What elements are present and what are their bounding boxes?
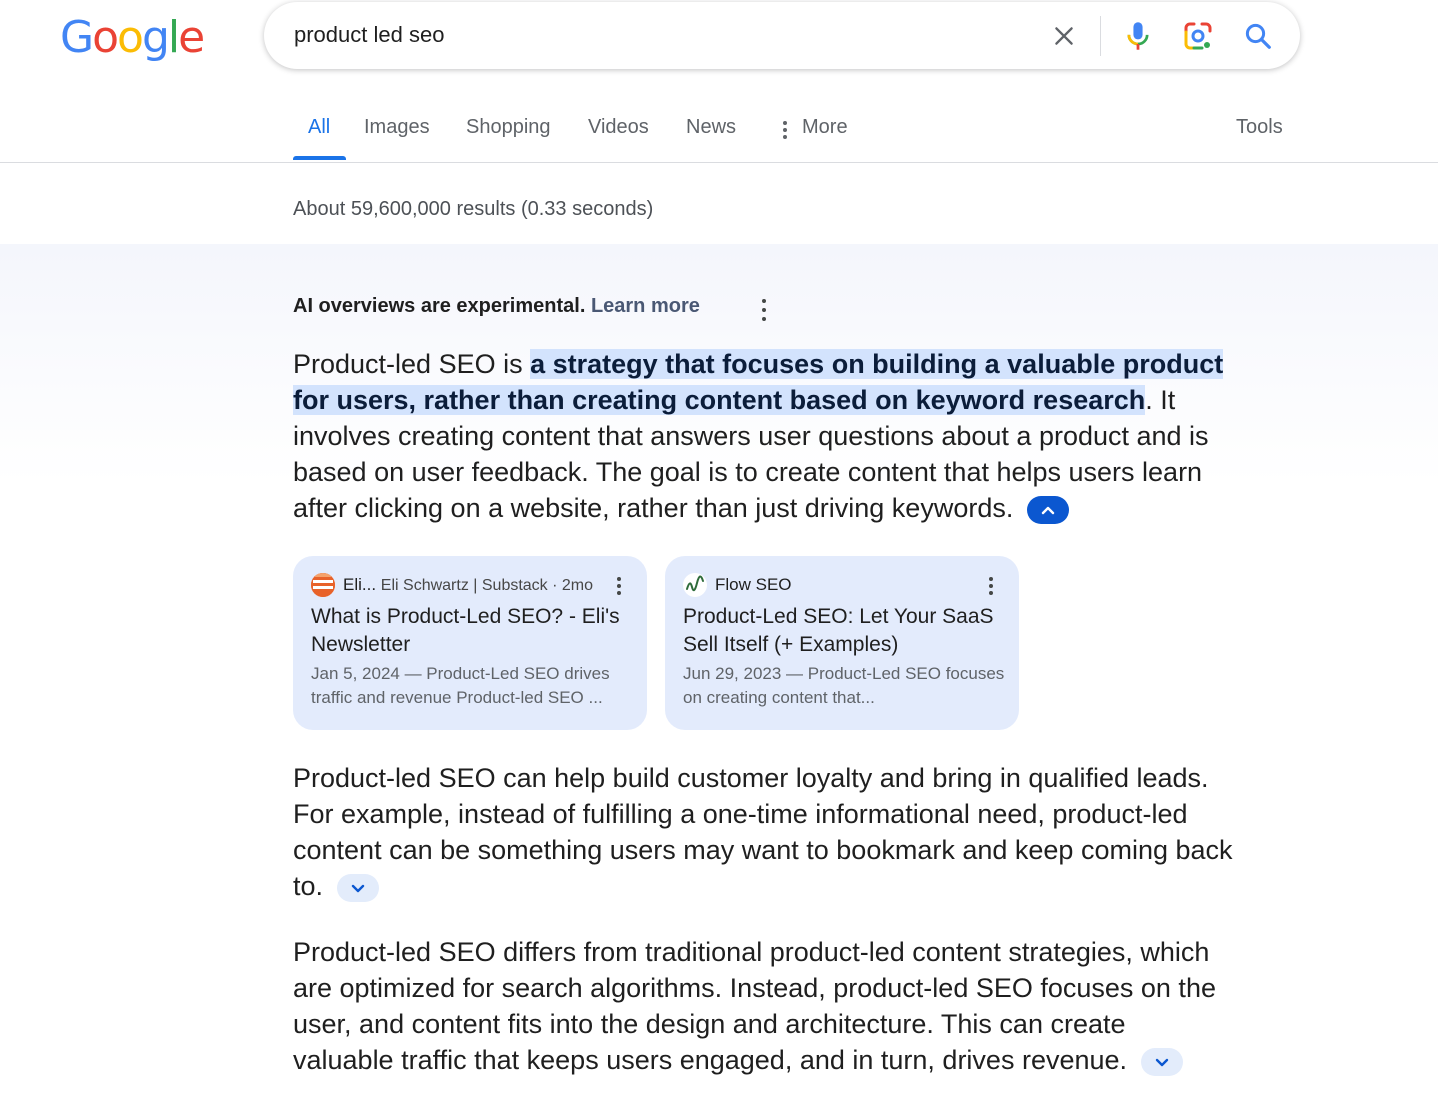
collapse-button[interactable] — [1027, 496, 1069, 524]
logo-letter: e — [178, 12, 204, 63]
active-tab-indicator — [293, 156, 346, 160]
lens-icon[interactable] — [1180, 18, 1216, 54]
learn-more-link[interactable]: Learn more — [590, 295, 700, 317]
result-stats: About 59,600,000 results (0.33 seconds) — [293, 198, 654, 220]
p3-text: Product-led SEO differs from traditional product-led content strategies, which are optimized for search algorithms. Instead, product-led SEO focuses on the user, and content fits into the design and architecture. This can create valuable traffic that keeps users engaged, and in turn, drives revenue. — [293, 937, 1216, 1075]
close-icon[interactable] — [1046, 18, 1082, 54]
source-menu-icon[interactable] — [985, 577, 997, 595]
tools-button[interactable]: Tools — [1236, 116, 1283, 138]
tab-images[interactable]: Images — [364, 116, 430, 138]
p1-end: . It involves creating content that answers user questions about a product and is based on user feedback. The goal is to create content that helps users learn after clicking on a website, rather than just driving keywords. — [293, 385, 1209, 523]
ai-paragraph-3 — [293, 934, 1233, 1078]
tab-more[interactable]: More — [802, 116, 848, 138]
substack-favicon-icon — [311, 573, 335, 597]
logo-letter: g — [141, 12, 168, 63]
p2-text: Product-led SEO can help build customer loyalty and bring in qualified leads. For example, instead of fulfilling a one-time informational need, product-led content can be something users may want to bookmark and keep coming back to. — [293, 763, 1233, 901]
search-box[interactable] — [264, 2, 1300, 69]
tab-shopping[interactable]: Shopping — [466, 116, 551, 138]
mic-icon[interactable] — [1120, 18, 1156, 54]
source-snippet: Jun 29, 2023 — Product-Led SEO focuses on creating content that... — [683, 664, 1005, 707]
chevron-up-icon — [1040, 504, 1056, 516]
p1-highlight: a strategy that focuses on building a valuable product for users, rather than creating content based on keyword research — [293, 349, 1224, 415]
source-title[interactable]: Product-Led SEO: Let Your SaaS Sell Itself (+ Examples) — [683, 605, 994, 656]
source-card[interactable] — [665, 556, 1019, 730]
more-dots-icon[interactable] — [780, 120, 790, 140]
source-site — [715, 575, 792, 595]
search-icon[interactable] — [1240, 18, 1276, 54]
source-card[interactable] — [293, 556, 647, 730]
source-site-name: Eli... — [343, 575, 377, 594]
logo-letter: o — [92, 12, 118, 63]
source-menu-icon[interactable] — [613, 577, 625, 595]
expand-button[interactable] — [1141, 1048, 1183, 1076]
source-site — [343, 575, 593, 595]
search-divider — [1100, 16, 1101, 56]
tab-videos[interactable]: Videos — [588, 116, 649, 138]
search-input[interactable]: product led seo — [294, 22, 445, 47]
chevron-down-icon — [1154, 1056, 1170, 1068]
ai-overview-menu-icon[interactable] — [758, 299, 770, 321]
logo-letter: l — [167, 12, 179, 63]
ai-overview-notice — [293, 295, 700, 318]
p1-start: Product-led SEO is — [293, 349, 531, 379]
google-logo[interactable] — [60, 12, 203, 63]
source-meta: Eli Schwartz | Substack · 2mo — [380, 577, 594, 594]
tab-news[interactable]: News — [686, 116, 737, 138]
source-snippet: Jan 5, 2024 — Product-Led SEO drives traffic and revenue Product-led SEO ... — [311, 664, 610, 707]
ai-paragraph-2 — [293, 760, 1233, 904]
ai-notice-text: AI overviews are experimental. — [293, 295, 586, 317]
flow-seo-favicon-icon — [683, 573, 707, 597]
search-tabs — [0, 100, 1438, 163]
logo-letter: G — [60, 12, 93, 63]
tab-all[interactable]: All — [308, 116, 331, 138]
ai-paragraph-1 — [293, 346, 1233, 526]
expand-button[interactable] — [337, 874, 379, 902]
source-title[interactable]: What is Product-Led SEO? - Eli's Newsletter — [311, 605, 620, 656]
logo-letter: o — [117, 12, 142, 63]
source-site-name: Flow SEO — [715, 575, 792, 594]
chevron-down-icon — [350, 882, 366, 894]
